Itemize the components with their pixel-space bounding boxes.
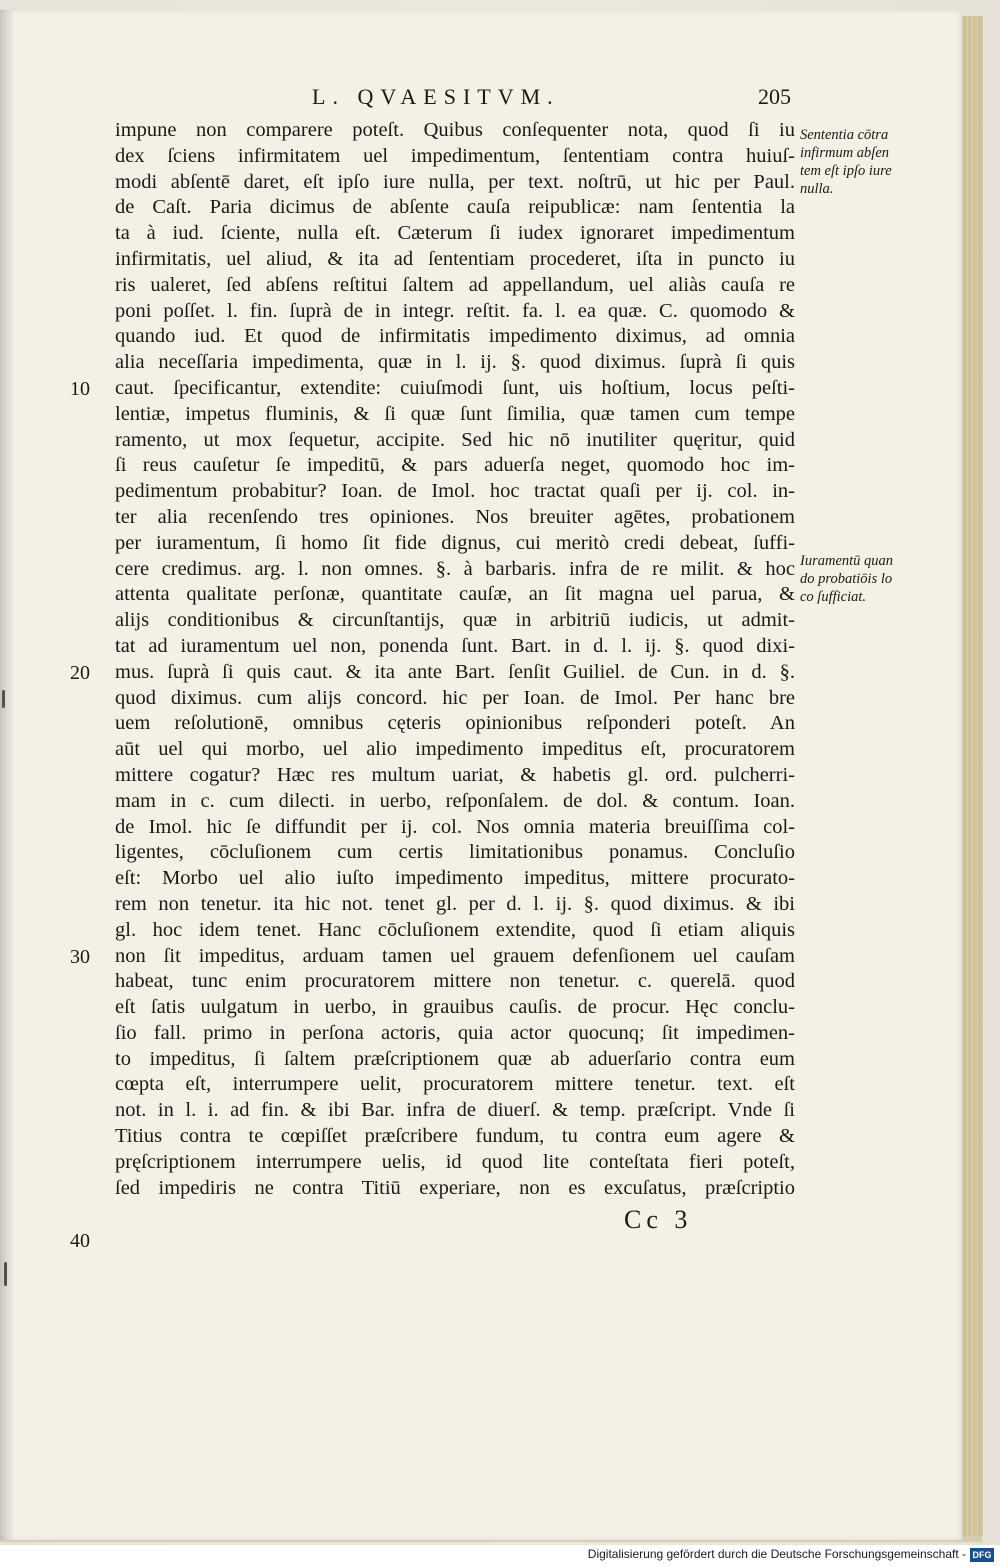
signature-mark: Cc 3 <box>624 1205 693 1234</box>
text-line: impune non comparere poteſt. Quibus conſequenter nota, quod ſi iu <box>115 119 795 141</box>
footer-credit: Digitalisierung gefördert durch die Deutsche Forschungsgemeinschaft - <box>587 1547 966 1561</box>
text-line: alia neceſſaria impedimenta, quæ in l. ij. §. quod diximus. ſuprà ſi quis <box>115 351 795 374</box>
text-line: habeat, tunc enim procuratorem mittere non tenetur. c. querelā. quod <box>115 970 795 993</box>
text-line: cere credimus. arg. l. non omnes. §. à barbaris. infra de re milit. & hoc <box>115 557 795 580</box>
text-line: aūt uel qui morbo, uel alio impedimento impeditus eſt, procuratorem <box>115 738 795 761</box>
text-line: gl. hoc idem tenet. Hanc cōcluſionem extendite, quod ſi etiam aliquis <box>115 918 795 941</box>
text-line: alijs conditionibus & circunſtantijs, quæ in arbitriū iudicis, ut admit- <box>115 609 795 632</box>
running-title: L. QVAESITVM. <box>312 84 560 109</box>
text-line: ris ualeret, ſed abſens reſtitui ſaltem ad appellandum, uel aliàs cauſa re <box>115 273 795 296</box>
body-text-block <box>115 118 795 1201</box>
line-number-40: 40 <box>70 1230 90 1252</box>
text-line: quando iud. Et quod de infirmitatis impedimento diximus, ad omnia <box>115 325 795 348</box>
line-number-20: 20 <box>70 662 90 684</box>
text-line: ſio fall. primo in perſona actoris, quia actor quocunq; ſit impedimen- <box>115 1021 795 1044</box>
dfg-logo: DFG <box>970 1548 994 1562</box>
text-line: de Imol. hic ſe diffundit per ij. col. Nos omnia materia breuiſſima col- <box>115 815 795 838</box>
page-number: 205 <box>758 84 791 109</box>
text-line: caut. ſpecificantur, extendite: cuiuſmodi ſunt, uis hoſtium, locus peſti- <box>115 376 795 399</box>
text-line: mus. ſuprà ſi quis caut. & ita ante Bart. ſenſit Guiliel. de Cun. in d. §. <box>115 660 795 683</box>
text-line: mam in c. cum dilecti. in uerbo, reſponſalem. de dol. & contum. Ioan. <box>115 789 795 812</box>
marginal-note-line: co ſufficiat. <box>800 589 867 605</box>
text-line: infirmitatis, uel aliud, & ita ad ſententiam procederet, iſta in puncto iu <box>115 247 795 270</box>
pencil-mark <box>2 690 5 708</box>
marginal-note-line: do probatiōis lo <box>800 571 893 587</box>
text-line: ſed impediris ne contra Titiū experiare, non es excuſatus, præſcriptio <box>115 1176 795 1199</box>
text-line: tat ad iuramentum uel non, ponenda ſunt. Bart. in d. l. ij. §. quod dixi- <box>115 634 795 657</box>
text-line: quod diximus. cum alijs concord. hic per Ioan. de Imol. Per hanc bre <box>115 686 795 709</box>
marginal-note-iuramentum <box>800 552 900 606</box>
text-line: ta à iud. ſciente, nulla eſt. Cæterum ſi iudex ignoraret impedimentum <box>115 222 795 245</box>
line-number-10: 10 <box>70 378 90 400</box>
text-line: ramento, ut mox ſequetur, accipite. Sed hic nō inutiliter quęritur, quid <box>115 428 795 451</box>
text-line: poni poſſet. l. fin. ſuprà de in integr. reſtit. fa. l. ea quæ. C. quomodo & <box>115 299 795 322</box>
text-line: eſt: Morbo uel alio iuſto impedimento impeditus, mittere procurato- <box>115 867 795 890</box>
footer-bar <box>0 1545 1000 1566</box>
gutter-shadow <box>0 10 14 1540</box>
marginal-note-line: infirmum abſen <box>800 145 890 161</box>
text-line: dex ſciens infirmitatem uel impedimentum, ſententiam contra huiuſ- <box>115 144 795 167</box>
marginal-note-sententia <box>800 126 900 198</box>
marginal-note-line: Iuramentū quan <box>800 553 894 569</box>
text-line: to impeditus, ſi ſaltem præſcriptionem quæ ab aduerſario contra eum <box>115 1047 795 1070</box>
text-line: uem reſolutionē, omnibus cęteris opinionibus reſponderi poteſt. An <box>115 712 795 735</box>
text-line: rem non tenetur. ita hic not. tenet gl. per d. l. ij. §. quod diximus. & ibi <box>115 892 795 915</box>
text-line: pręſcriptionem interrumpere uelis, id quod lite conteſtata fieri poteſt, <box>115 1150 795 1173</box>
text-line: attenta qualitate perſonæ, quantitate cauſæ, an ſit magna uel parua, & <box>115 583 795 606</box>
text-line: ligentes, cōcluſionem cum certis limitationibus ponamus. Concluſio <box>115 841 795 864</box>
text-line: per iuramentum, ſi homo ſit fide dignus, cui meritò credi debeat, ſuffi- <box>115 531 795 554</box>
pencil-mark <box>4 1262 7 1286</box>
text-line: eſt ſatis uulgatum in uerbo, in grauibus cauſis. de procur. Hęc conclu- <box>115 996 795 1019</box>
text-line: ſi reus cauſetur ſe impeditū, & pars aduerſa neget, quomodo hoc im- <box>115 454 795 477</box>
text-line: cœpta eſt, interrumpere uelit, procuratorem mittere tenetur. text. eſt <box>115 1073 795 1096</box>
page-stack-edge <box>960 16 983 1536</box>
text-line: de Caſt. Paria dicimus de abſente cauſa reipublicæ: nam ſententia la <box>115 196 795 219</box>
text-line: Titius contra te cœpiſſet præſcribere fundum, tu contra eum agere & <box>115 1125 795 1148</box>
line-number-30: 30 <box>70 946 90 968</box>
text-line: pedimentum probabitur? Ioan. de Imol. hoc tractat quaſi per ij. col. in- <box>115 480 795 503</box>
text-line: modi abſentē daret, eſt ipſo iure nulla, per text. noſtrū, ut hic per Paul. <box>115 170 795 193</box>
marginal-note-line: nulla. <box>800 181 834 197</box>
marginal-note-line: Sententia cōtra <box>800 127 889 143</box>
text-line: not. in l. i. ad fin. & ibi Bar. infra de diuerſ. & temp. præſcript. Vnde ſi <box>115 1099 795 1122</box>
text-line: ter alia recenſendo tres opiniones. Nos breuiter agētes, probationem <box>115 505 795 528</box>
text-line: non ſit impeditus, arduam tamen uel grauem defenſionem uel cauſam <box>115 944 795 967</box>
text-line: lentiæ, impetus fluminis, & ſi quæ ſunt ſimilia, quæ tamen cum tempe <box>115 402 795 425</box>
marginal-note-line: tem eſt ipſo iure <box>800 163 892 179</box>
text-line: mittere cogatur? Hæc res multum uariat, & habetis gl. ord. pulcherri- <box>115 763 795 786</box>
